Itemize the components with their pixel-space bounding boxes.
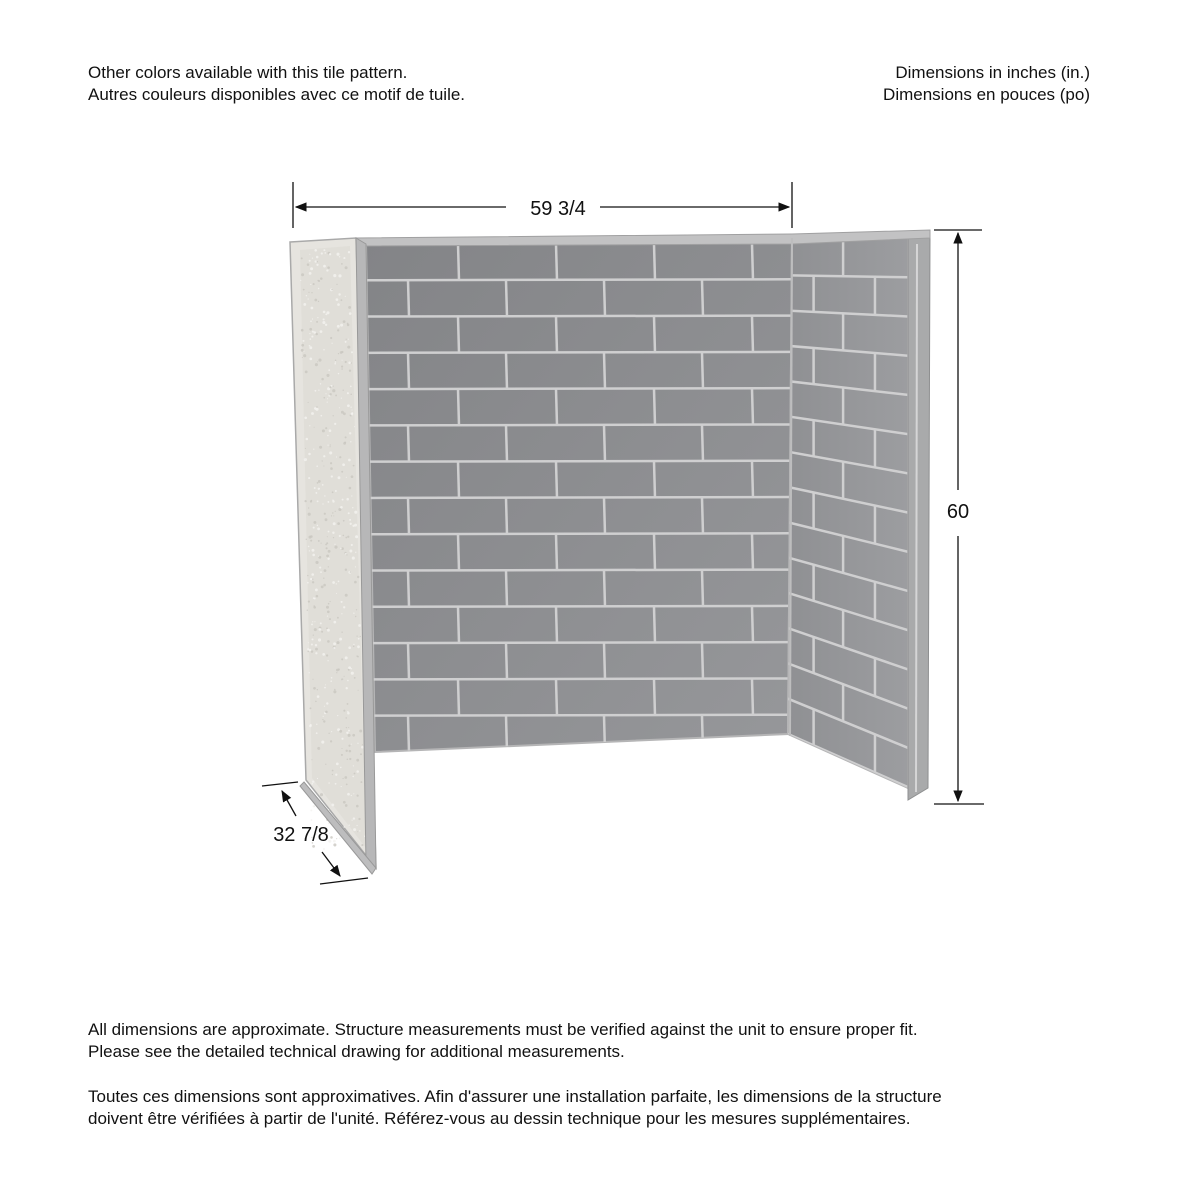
depth-extension-back xyxy=(262,782,298,786)
colors-note-fr: Autres couleurs disponibles avec ce motif de tuile. xyxy=(88,85,466,104)
depth-extension-front xyxy=(320,878,368,884)
disclaimer-fr-line2: doivent être vérifiées à partir de l'unité. Référez-vous au dessin technique pour les mesures supplémentaires. xyxy=(88,1109,911,1128)
disclaimer-en-line1: All dimensions are approximate. Structure measurements must be verified against the unit to ensure proper fit. xyxy=(88,1020,918,1039)
disclaimer-french xyxy=(88,1086,942,1130)
right-wall-end-trim xyxy=(908,236,930,800)
depth-arrow-back xyxy=(282,791,296,816)
right-trim-highlight xyxy=(916,244,917,792)
disclaimer-fr-line1: Toutes ces dimensions sont approximatives. Afin d'assurer une installation parfaite, les dimensions de la structure xyxy=(88,1087,942,1106)
height-dimension-label: 60 xyxy=(946,501,970,523)
disclaimer-english xyxy=(88,1019,918,1063)
colors-note-en: Other colors available with this tile pattern. xyxy=(88,63,408,82)
units-note-fr: Dimensions en pouces (po) xyxy=(883,85,1090,104)
depth-dimension-label: 32 7/8 xyxy=(273,824,329,846)
depth-arrow-front xyxy=(322,852,340,876)
disclaimer-en-line2: Please see the detailed technical drawing for additional measurements. xyxy=(88,1042,625,1061)
units-note-en: Dimensions in inches (in.) xyxy=(895,63,1090,82)
width-dimension-label: 59 3/4 xyxy=(530,198,586,220)
